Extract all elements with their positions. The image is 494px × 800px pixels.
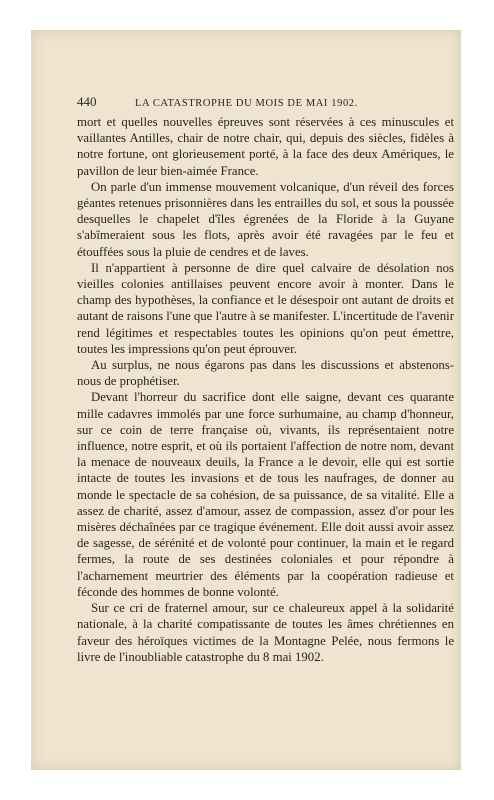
- paragraph-5: Devant l'horreur du sacrifice dont elle saigne, devant ces quarante mille cadavres immolés par une force surhumaine, au champ d'honneur, sur ce coin de terre française où, vivants, ils représentaient notre influence, notre esprit, et où ils portaient l'affection de notre nom, devant la menace de nouveaux deuils, la France a le devoir, elle qui est sortie intacte de toutes les invasions et de tous les naufrages, de donner au monde le spectacle de sa cohésion, de sa puissance, de sa vitalité. Elle a assez de charité, assez d'amour, assez de compassion, assez d'or pour les misères déchaînées par ce tragique événement. Elle doit aussi avoir assez de sagesse, de sérénité et de volonté pour continuer, la main et le regard fermes, la route de ses destinées coloniales et pour répondre à l'acharnement meurtrier des éléments par la coopération radieuse et féconde des hommes de bonne volonté.: [77, 390, 454, 599]
- body-text: [77, 114, 454, 665]
- paragraph-3: Il n'appartient à personne de dire quel calvaire de désolation nos vieilles colonies antillaises peuvent encore avoir à monter. Dans le champ des hypothèses, la confiance et le désespoir ont autant de droits et autant de raisons l'une que l'autre à se manifester. L'incertitude de l'avenir rend légitimes et respectables toutes les opinions qu'on peut émettre, toutes les impressions qu'on peut éprouver.: [77, 260, 454, 356]
- page-number: 440: [77, 94, 97, 109]
- paragraph-4: Au surplus, ne nous égarons pas dans les discussions et abstenons-nous de prophétiser.: [77, 358, 454, 389]
- paragraph-6: Sur ce cri de fraternel amour, sur ce chaleureux appel à la solidarité nationale, à la charité compatissante de toutes les âmes chrétiennes en faveur des héroïques victimes de la Montagne Pelée, nous fermons le livre de l'inoubliable catastrophe du 8 mai 1902.: [77, 601, 454, 664]
- page-header: [77, 94, 454, 114]
- paragraph-2: On parle d'un immense mouvement volcanique, d'un réveil des forces géantes retenues prisonnières dans les entrailles du sol, et sous la poussée desquelles le chapelet d'îles égrenées de la Floride à la Guyane s'abîmeraient sous les flots, après avoir été ravagées par le feu et étouffées sous la pluie de cendres et de laves.: [77, 179, 454, 259]
- running-title: LA CATASTROPHE DU MOIS DE MAI 1902.: [135, 98, 358, 109]
- page-content: [77, 94, 454, 665]
- paragraph-1: mort et quelles nouvelles épreuves sont réservées à ces minuscules et vaillantes Antilles, chair de notre chair, qui, depuis des siècles, fidèles à notre fortune, ont glorieusement porté, à la face des deux Amériques, le pavillon de leur bien-aimée France.: [77, 115, 454, 178]
